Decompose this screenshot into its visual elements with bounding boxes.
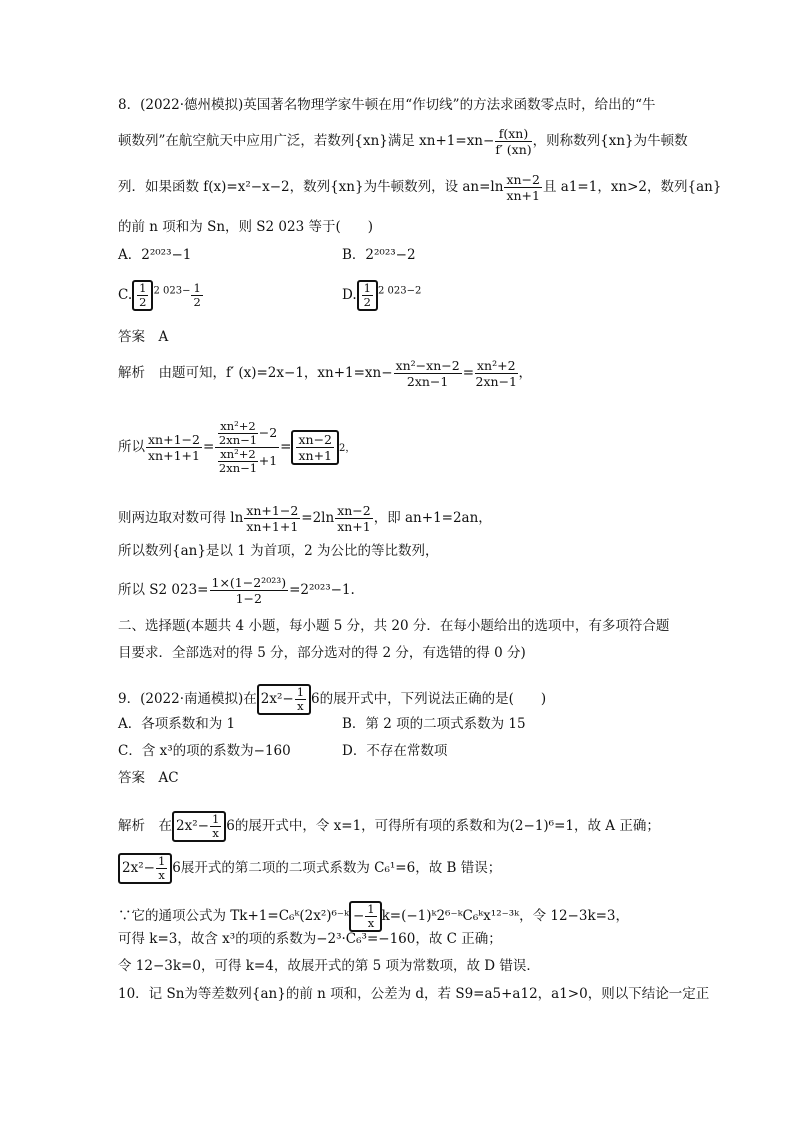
q8-solution-line2: 所以 $\frac{xn+1-2}{xn+1+1}$ = $\frac{\text{xn²+2}}{2xn-1}$ −2 $\frac{\text{xn²+2}}{2xn-1}$ +1 = $\frac{xn-2}{xn+1}$ 2， bbox=[118, 419, 356, 475]
q8-option-d: D. $\frac{1}{2}$ $^{2 023-2}$ bbox=[342, 281, 422, 309]
q9-solution-line5: 令 12−3k=0，可得 k=4，故展开式的第 5 项为常数项，故 D 错误． bbox=[118, 958, 540, 974]
paren-bracket: 2x²− $\frac{1}{x}$ bbox=[118, 853, 172, 884]
q8-line3: 列．如果函数 f(x)=x²−x−2，数列{xn}为牛顿数列，设 an=ln $\frac{xn-2}{xn+1}$ 且 a1=1，xn>2，数列{an} bbox=[118, 172, 722, 203]
paren-bracket: − $\frac{1}{x}$ bbox=[349, 901, 382, 932]
q9-solution-line2: 2x²− $\frac{1}{x}$ 6展开式的第二项的二项式系数为 C₆¹=6，故 B 错误； bbox=[118, 853, 501, 884]
section2-heading-line2: 目要求．全部选对的得 5 分，部分选对的得 2 分，有选错的得 0 分) bbox=[118, 645, 526, 661]
paren-bracket: 2x²− $\frac{1}{x}$ bbox=[257, 684, 311, 715]
q9-solution-line3: ∵它的通项公式为 Tk+1=C₆ᵏ(2x²)⁶⁻ᵏ − $\frac{1}{x}$ k=(−1)ᵏ2⁶⁻ᵏC₆ᵏx¹²⁻³ᵏ，令 12−3k=3， bbox=[118, 902, 630, 930]
q8-line4: 的前 n 项和为 Sn，则 S2 023 等于( ) bbox=[118, 219, 374, 235]
paren-bracket: $\frac{1}{2}$ bbox=[132, 280, 153, 311]
q9-solution-line4: 可得 k=3，故含 x³的项的系数为−2³·C₆³=−160，故 C 正确； bbox=[118, 931, 502, 947]
q9-option-a: A．各项系数和为 1 bbox=[118, 716, 236, 732]
q8-solution-line4: 所以数列{an}是以 1 为首项，2 为公比的等比数列， bbox=[118, 543, 439, 559]
q9-option-c: C．含 x³的项的系数为−160 bbox=[118, 743, 291, 759]
q8-solution-line5: 所以 S2 023= $\frac{\text{1×(1−2²⁰²³)}}{1-2}$ =2²⁰²³−1. bbox=[118, 575, 355, 606]
q9-solution-line1: 解析 在 2x²− $\frac{1}{x}$ 6的展开式中，令 x=1，可得所有项的系数和为(2−1)⁶=1，故 A 正确； bbox=[118, 812, 660, 840]
q8-solution-line1: 解析 由题可知，f′ (x)=2x−1，xn+1=xn− $\frac{\text{xn²−xn−2}}{2xn-1}$ = $\frac{\text{xn²+2}}{2xn-1}$ ， bbox=[118, 358, 533, 389]
paren-bracket: $\frac{1}{2}$ bbox=[357, 280, 378, 311]
q9-stem: 9．(2022·南通模拟)在 2x²− $\frac{1}{x}$ 6的展开式中，下列说法正确的是( ) bbox=[118, 685, 547, 713]
q9-option-d: D．不存在常数项 bbox=[342, 743, 448, 759]
paren-bracket: $\frac{xn-2}{xn+1}$ bbox=[291, 430, 339, 465]
paren-bracket: 2x²− $\frac{1}{x}$ bbox=[172, 811, 226, 842]
q8-option-b: B．2²⁰²³−2 bbox=[342, 247, 416, 263]
q9-option-b: B．第 2 项的二项式系数为 15 bbox=[342, 716, 526, 732]
q8-answer: 答案 A bbox=[118, 329, 169, 345]
q8-option-a: A．2²⁰²³−1 bbox=[118, 247, 192, 263]
fraction: $\frac{f(xn)}{f' (xn)}$ bbox=[495, 126, 532, 157]
q9-answer: 答案 AC bbox=[118, 770, 179, 786]
compound-fraction: $\frac{\text{xn²+2}}{2xn-1}$ −2 $\frac{\text{xn²+2}}{2xn-1}$ +1 bbox=[215, 420, 279, 475]
q8-line1: 8．(2022·德州模拟)英国著名物理学家牛顿在用“作切线”的方法求函数零点时，给出的“牛 bbox=[118, 97, 656, 113]
fraction: $\frac{xn-2}{xn+1}$ bbox=[506, 172, 540, 203]
q8-solution-line3: 则两边取对数可得 ln $\frac{xn+1-2}{xn+1+1}$ =2ln $\frac{xn-2}{xn+1}$ ，即 an+1=2an， bbox=[118, 503, 492, 534]
q8-line2: 顿数列”在航空航天中应用广泛，若数列{xn}满足 xn+1=xn− $\frac{f(xn)}{f' (xn)}$ ，则称数列{xn}为牛顿数 bbox=[118, 126, 688, 157]
section2-heading-line1: 二、选择题(本题共 4 小题，每小题 5 分，共 20 分．在每小题给出的选项中，有多项符合题 bbox=[118, 618, 670, 634]
q10-line1: 10．记 Sn为等差数列{an}的前 n 项和，公差为 d，若 S9=a5+a12，a1>0，则以下结论一定正 bbox=[118, 986, 710, 1002]
q8-option-c: C. $\frac{1}{2}$ $^{2 023-}$ $\frac{1}{2}$ bbox=[118, 281, 201, 309]
